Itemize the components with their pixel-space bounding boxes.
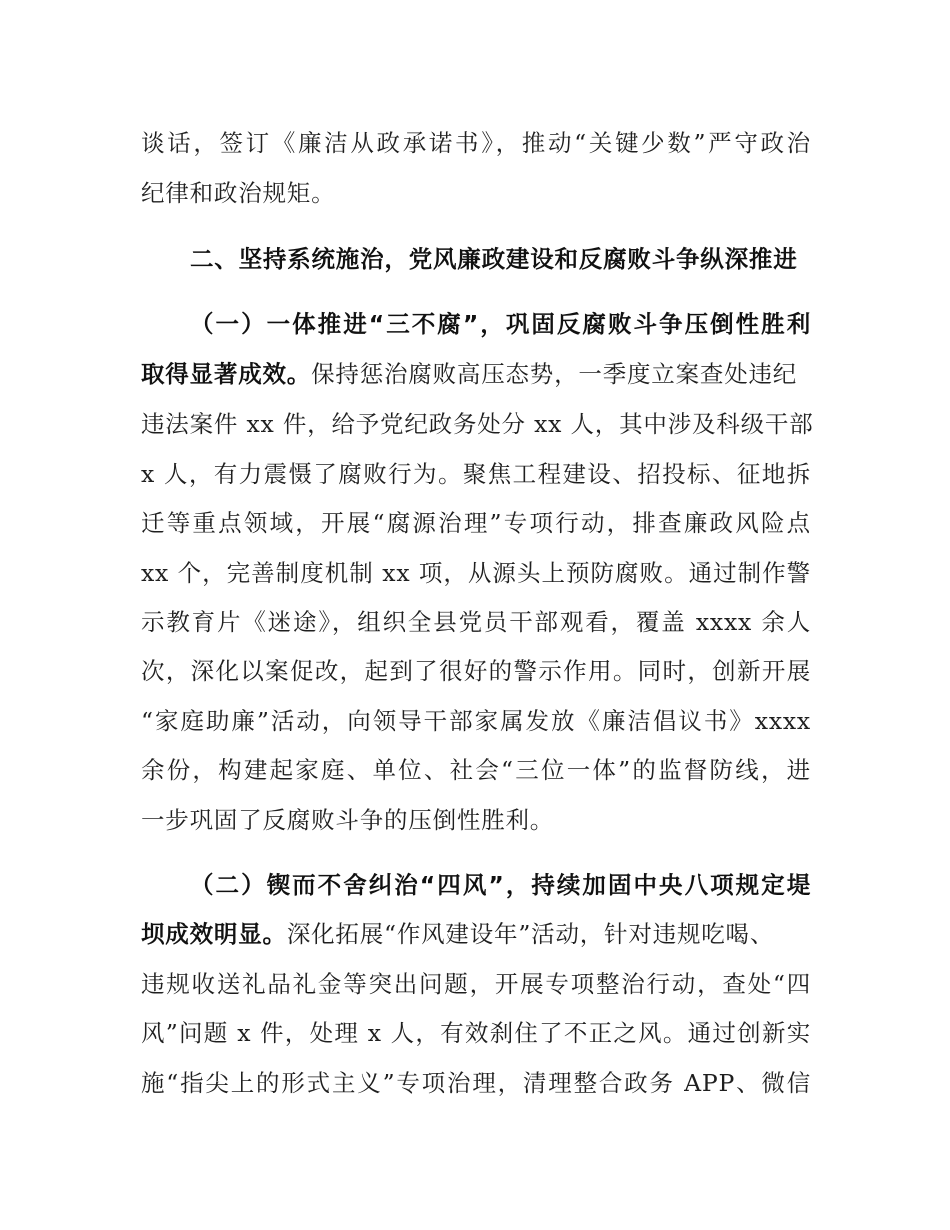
paragraph-line: xx 个，完善制度机制 xx 项，从源头上预防腐败。通过制作警 bbox=[141, 559, 811, 587]
paragraph-line: 示教育片《迷途》，组织全县党员干部观看，覆盖 xxxx 余人 bbox=[141, 608, 811, 636]
subsection-heading-continued: 坝成效明显。 bbox=[141, 920, 287, 948]
paragraph-line: x 人，有力震慑了腐败行为。聚焦工程建设、招投标、征地拆 bbox=[141, 460, 811, 488]
subsection-heading-continued: 取得显著成效。 bbox=[141, 360, 312, 388]
paragraph-line: 风”问题 x 件，处理 x 人，有效刹住了不正之风。通过创新实 bbox=[141, 1019, 811, 1047]
paragraph-line: 违法案件 xx 件，给予党纪政务处分 xx 人，其中涉及科级干部 bbox=[141, 410, 814, 438]
paragraph-line: 余份，构建起家庭、单位、社会“三位一体”的监督防线，进 bbox=[141, 756, 811, 784]
paragraph-line bbox=[141, 909, 811, 959]
paragraph-line bbox=[141, 349, 811, 399]
paragraph-line: 一步巩固了反腐败斗争的压倒性胜利。 bbox=[141, 806, 555, 834]
paragraph-line: 迁等重点领域，开展“腐源治理”专项行动，排查廉政风险点 bbox=[141, 509, 811, 537]
paragraph-line: “家庭助廉”活动，向领导干部家属发放《廉洁倡议书》xxxx bbox=[141, 707, 811, 735]
paragraph-line: 次，深化以案促改，起到了很好的警示作用。同时，创新开展 bbox=[141, 657, 811, 685]
paragraph-line: 施“指尖上的形式主义”专项治理，清理整合政务 APP、微信 bbox=[141, 1069, 811, 1097]
paragraph-line: 谈话，签订《廉洁从政承诺书》，推动“关键少数”严守政治 bbox=[141, 129, 811, 157]
subsection-heading: （一）一体推进“三不腐”，巩固反腐败斗争压倒性胜利 bbox=[190, 310, 811, 338]
paragraph-text: 保持惩治腐败高压态势，一季度立案查处违纪 bbox=[311, 360, 798, 388]
paragraph-text: 深化拓展“作风建设年”活动，针对违规吃喝、 bbox=[286, 920, 775, 948]
paragraph-line: 纪律和政治规矩。 bbox=[141, 179, 336, 207]
section-heading: 二、坚持系统施治，党风廉政建设和反腐败斗争纵深推进 bbox=[190, 245, 798, 273]
subsection-heading: （二）锲而不舍纠治“四风”，持续加固中央八项规定堤 bbox=[190, 871, 811, 899]
paragraph-line: 违规收送礼品礼金等突出问题，开展专项整治行动，查处“四 bbox=[141, 970, 811, 998]
